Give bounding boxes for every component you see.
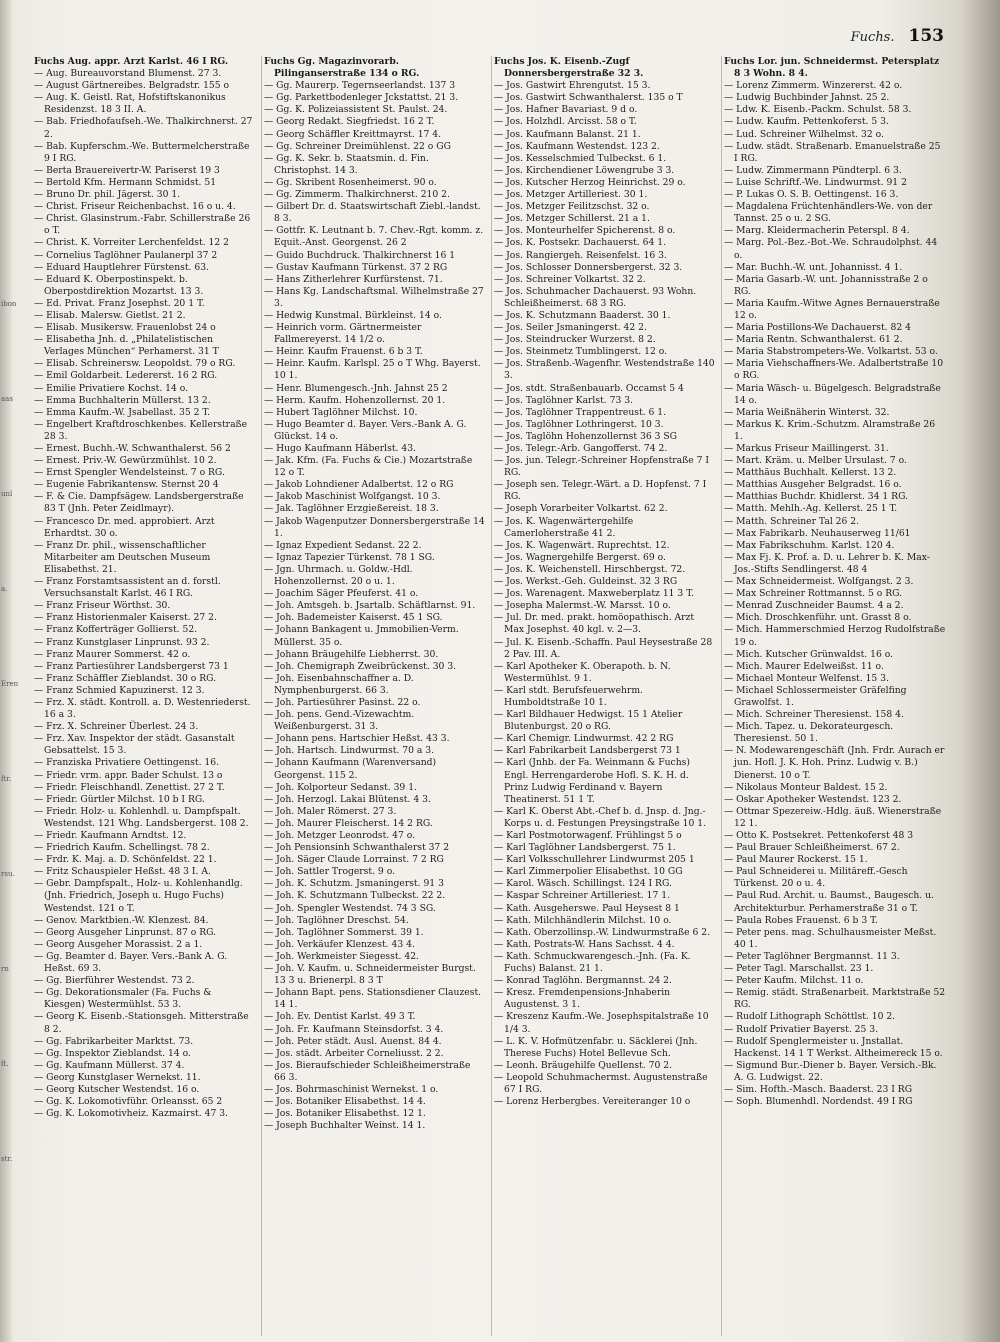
directory-entry: — Jakob Maschinist Wolfgangst. 10 3.: [264, 491, 441, 503]
edge-fragment: Eren: [1, 680, 19, 688]
directory-entry: — Jos. Schuhmacher Dachauerst. 93 Wohn. Schleißheimerst. 68 3 RG.: [494, 285, 697, 309]
directory-entry: — Joh. Verkäufer Klenzest. 43 4.: [264, 938, 415, 950]
directory-entry: — Elisabetha Jnh. d. „Philatelistischen Verlages München“ Perhamerst. 31 T: [34, 334, 219, 358]
directory-entry: — P. Lukas O. S. B. Oettingenst. 16 3.: [724, 189, 899, 201]
directory-entry: — Emma Kaufm.-W. Jsabellast. 35 2 T.: [34, 406, 211, 418]
directory-entry: — Franz Maurer Sommerst. 42 o.: [34, 648, 191, 660]
directory-entry: — Maria Wäsch- u. Bügelgesch. Belgradstraße 14 o.: [724, 382, 941, 406]
directory-entry: — Jos. Schlosser Donnersbergerst. 32 3.: [494, 261, 683, 273]
directory-entry: — Jak. Taglöhner Erzgießereist. 18 3.: [264, 503, 439, 515]
directory-entry: — Michael Monteur Welfenst. 15 3.: [724, 672, 889, 684]
directory-entry: — L. K. V. Hofmützenfabr. u. Säcklerei (Jnh. Therese Fuchs) Hotel Bellevue Sch.: [494, 1035, 698, 1059]
page-header: [851, 26, 944, 46]
directory-entry: — Eduard Hauptlehrer Fürstenst. 63.: [34, 261, 210, 273]
directory-entry: — Jos. Holzhdl. Arcisst. 58 o T.: [494, 116, 637, 128]
directory-entry: — Jos. Monteurhelfer Spicherenst. 8 o.: [494, 225, 676, 237]
directory-entry: — Ignaz Tapezier Türkenst. 78 1 SG.: [264, 551, 435, 563]
directory-entry-lead: Fuchs Lor. jun. Schneidermst. Petersplatz 8 3 Wohn. 8 4.: [724, 56, 940, 80]
directory-entry: — Joh. Sattler Trogerst. 9 o.: [264, 866, 395, 878]
directory-entry: — Gg. K. Lokomotivheiz. Kazmairst. 47 3.: [34, 1108, 228, 1120]
column-2: [262, 56, 492, 1336]
directory-entry: — Georg Kunstglaser Wernekst. 11.: [34, 1071, 201, 1083]
directory-entry: — Gg. Schreiner Dreimühlenst. 22 o GG: [264, 140, 451, 152]
directory-entry: — Elisab. Schreinersw. Leopoldst. 79 o RG.: [34, 358, 236, 370]
directory-entry: — Karl Postmotorwagenf. Frühlingst 5 o: [494, 830, 682, 841]
directory-entry: — Kath. Postrats-W. Hans Sachsst. 4 4.: [494, 938, 675, 950]
directory-entry: — Jos. Taglöhn Hohenzollernst 36 3 SG: [494, 430, 678, 442]
directory-entry: — Matthias Buchdr. Khidlerst. 34 1 RG.: [724, 491, 909, 503]
directory-entry: — Herm. Kaufm. Hohenzollernst. 20 1.: [264, 394, 446, 406]
directory-entry: — Gg. Kaufmann Müllerst. 37 4.: [34, 1059, 185, 1071]
directory-entry: — Christ. Glasinstrum.-Fabr. Schillerstraße 26 o T.: [34, 213, 251, 237]
directory-entry: — Jak. Kfm. (Fa. Fuchs & Cie.) Mozartstraße 12 o T.: [264, 455, 473, 479]
directory-entry: — Joseph Vorarbeiter Volkartst. 62 2.: [494, 503, 668, 515]
directory-entry: — Jos. Steindrucker Wurzerst. 8 2.: [494, 334, 656, 346]
directory-entry: — Jos. Botaniker Elisabethst. 12 1.: [264, 1108, 426, 1120]
directory-entry: — Jos. Metzger Feilitzschst. 32 o.: [494, 201, 650, 213]
directory-entry: — Joseph sen. Telegr.-Wärt. a D. Hopfenst. 7 I RG.: [494, 479, 707, 503]
directory-entry: — Jos. Gastwirt Ehrengutst. 15 3.: [494, 80, 651, 92]
directory-entry: — Lorenz Herbergbes. Vereiteranger 10 o: [494, 1096, 691, 1108]
directory-entry: — Franz Partiesührer Landsbergerst 73 1: [34, 660, 229, 672]
directory-entry: — Joh. Herzogl. Lakai Blütenst. 4 3.: [264, 793, 431, 805]
directory-entry: — Gg. Maurerp. Tegernseerlandst. 137 3: [264, 80, 456, 92]
directory-entry: — Paul Maurer Rockerst. 15 1.: [724, 854, 868, 866]
directory-entry: — Jos. Kirchendiener Löwengrube 3 3.: [494, 164, 675, 176]
directory-entry: — Joh. Maurer Fleischerst. 14 2 RG.: [264, 817, 433, 829]
directory-entry-lead: Fuchs Aug. appr. Arzt Karlst. 46 I RG.: [34, 56, 229, 67]
directory-entry: — Aug. Bureauvorstand Blumenst. 27 3.: [34, 68, 222, 80]
directory-entry: — Karl Fabrikarbeit Landsbergerst 73 1: [494, 745, 681, 757]
edge-fragment: ft.: [1, 1060, 9, 1068]
directory-entry: — Karol. Wäsch. Schillingst. 124 I RG.: [494, 878, 672, 890]
directory-entry: — Hubert Taglöhner Milchst. 10.: [264, 406, 418, 418]
directory-entry: — Franz Schmied Kapuzinerst. 12 3.: [34, 684, 205, 696]
directory-entry: — Friedr. Fleischhandl. Zenettist. 27 2 T.: [34, 781, 225, 793]
directory-entry: — Gg. Fabrikarbeiter Marktst. 73.: [34, 1035, 194, 1047]
directory-entry: — Joh. Partiesührer Pasinst. 22 o.: [264, 696, 421, 708]
directory-entry: — Kath. Milchhändlerin Milchst. 10 o.: [494, 914, 672, 926]
directory-entry: — Heinrich vorm. Gärtnermeister Fallmereyerst. 14 1/2 o.: [264, 322, 422, 346]
directory-entry: — Rudolf Spenglermeister u. Jnstallat. Hackenst. 14 1 T Werkst. Altheimereck 15 o.: [724, 1035, 943, 1059]
directory-entry: — Leonh. Bräugehilfe Quellenst. 70 2.: [494, 1059, 673, 1071]
directory-entry: — Jos. Straßenb.-Wagenfhr. Westendstraße 140 3.: [494, 358, 715, 382]
directory-entry: — Elisab. Musikersw. Frauenlobst 24 o: [34, 322, 216, 334]
directory-entry: — Jos. Kesselschmied Tulbeckst. 6 1.: [494, 152, 667, 164]
directory-entry: — Maria Postillons-We Dachauerst. 82 4: [724, 322, 911, 334]
directory-entry: — Joh. K. Schutzm. Jsmaningerst. 91 3: [264, 878, 444, 890]
directory-entry-lead: Fuchs Gg. Magazinvorarb. Pilinganserstraße 134 o RG.: [264, 56, 420, 80]
directory-entry: — Kaspar Schreiner Artilleriest. 17 1.: [494, 890, 670, 902]
column-4: [722, 56, 952, 1336]
directory-entry: — Josepha Malermst.-W. Marsst. 10 o.: [494, 600, 671, 612]
directory-entry: — Jos. Rangiergeh. Reisenfelst. 16 3.: [494, 249, 667, 261]
directory-entry: — Mich. Schreiner Theresienst. 158 4.: [724, 709, 904, 721]
directory-entry: — Jos. Bieraufschieder Schleißheimerstraße 66 3.: [264, 1059, 471, 1083]
directory-entry: — Jos. K. Schutzmann Baaderst. 30 1.: [494, 309, 671, 321]
running-head: Fuchs.: [850, 30, 895, 45]
directory-entry: — Emil Goldarbeit. Ledererst. 16 2 RG.: [34, 370, 218, 382]
directory-entry: — Joh. Säger Claude Lorrainst. 7 2 RG: [264, 854, 444, 866]
directory-entry: — Kath. Ausgeherswe. Paul Heysest 8 1: [494, 902, 680, 914]
directory-entry: — Gg. Bierführer Westendst. 73 2.: [34, 975, 195, 987]
edge-fragment: rn: [1, 965, 9, 973]
directory-entry: — Georg Redakt. Siegfriedst. 16 2 T.: [264, 116, 435, 128]
directory-entry: — Paul Rud. Archit. u. Baumst., Baugesch. u. Architekturbur. Perhamerstraße 31 o T.: [724, 890, 934, 914]
directory-entry: — Max Schneidermeist. Wolfgangst. 2 3.: [724, 576, 914, 588]
directory-entry: — Berta Brauereivertr-W. Pariserst 19 3: [34, 164, 220, 176]
directory-entry: — Frdr. K. Maj. a. D. Schönfeldst. 22 1.: [34, 854, 217, 866]
directory-entry: — Mar. Buchh.-W. unt. Johannisst. 4 1.: [724, 261, 903, 273]
directory-entry: — Friedrich Kaufm. Schellingst. 78 2.: [34, 842, 210, 854]
directory-entry: — Max Fabrikschuhm. Karlst. 120 4.: [724, 539, 895, 551]
directory-entry: — Jos. stdt. Straßenbauarb. Occamst 5 4: [494, 382, 684, 394]
directory-entry: — Joh Pensionsinh Schwanthalerst 37 2: [264, 842, 450, 854]
directory-entry: — Peter Tagl. Marschallst. 23 1.: [724, 963, 874, 975]
directory-entry: — Karl K. Oberst Abt.-Chef b. d. Jnsp. d. Jng.-Korps u. d. Festungen Preysingstraße 10 1.: [494, 805, 707, 829]
directory-entry: — Joh. Chemigraph Zweibrückenst. 30 3.: [264, 660, 457, 672]
directory-entry: — Jos. städt. Arbeiter Corneliusst. 2 2.: [264, 1047, 444, 1059]
directory-entry: — Georg K. Eisenb.-Stationsgeh. Mitterstraße 8 2.: [34, 1011, 249, 1035]
directory-entry: — Joh. Metzger Leonrodst. 47 o.: [264, 830, 416, 841]
directory-entry: — Matth. Schreiner Tal 26 2.: [724, 515, 860, 527]
edge-fragment: unl: [1, 490, 13, 498]
directory-entry: — Georg Schäffler Kreittmayrst. 17 4.: [264, 128, 442, 140]
directory-entry: — Joh. Kolporteur Sedanst. 39 1.: [264, 781, 417, 793]
directory-entry: — Gilbert Dr. d. Staatswirtschaft Ziebl.-landst. 8 3.: [264, 201, 481, 225]
directory-entry: — Ludw. städt. Straßenarb. Emanuelstraße 25 I RG.: [724, 140, 941, 164]
directory-entry: — Mich. Droschkenführ. unt. Grasst 8 o.: [724, 612, 912, 624]
directory-entry: — Jos. K. Wagenwärtergehilfe Camerloherstraße 41 2.: [494, 515, 634, 539]
directory-entry: — Karl Zimmerpolier Elisabethst. 10 GG: [494, 866, 683, 878]
directory-entry: — Karl (Jnhb. der Fa. Weinmann & Fuchs) Engl. Herrengarderobe Hofl. S. K. H. d. Prinz Ludwig Ferdinand v. Bayern Theatinerst. 51 1 T.: [494, 757, 690, 805]
directory-entry: — Franz Dr. phil., wissenschaftlicher Mitarbeiter am Deutschen Museum Elisabethst. 21.: [34, 539, 211, 575]
directory-entry: — Johann Bankagent u. Jmmobilien-Verm. Müllerst. 35 o.: [264, 624, 459, 648]
directory-entry: — Ignaz Expedient Sedanst. 22 2.: [264, 539, 422, 551]
directory-entry: — Joh. Bademeister Kaiserst. 45 1 SG.: [264, 612, 443, 624]
directory-entry: — Georg Ausgeher Linprunst. 87 o RG.: [34, 926, 217, 938]
directory-entry: — Max Schreiner Rottmannst. 5 o RG.: [724, 588, 903, 600]
directory-entry: — Joh. Spengler Westendst. 74 3 SG.: [264, 902, 436, 914]
directory-entry-lead: Fuchs Jos. K. Eisenb.-Zugf Donnersbergerstraße 32 3.: [494, 56, 644, 80]
directory-entry: — Johann Bräugehilfe Liebherrst. 30.: [264, 648, 439, 660]
directory-entry: — Jos. Kutscher Herzog Heinrichst. 29 o.: [494, 176, 686, 188]
directory-entry: — Ernest. Priv.-W. Gewürzmühlst. 10 2.: [34, 455, 217, 467]
directory-entry: — Maria Gasarb.-W. unt. Johannisstraße 2 o RG.: [724, 273, 928, 297]
directory-entry: — Jos. Werkst.-Geh. Guldeinst. 32 3 RG: [494, 576, 678, 588]
directory-entry: — Paul Schneiderei u. Militäreff.-Gesch Türkenst. 20 o u. 4.: [724, 866, 908, 890]
directory-entry: — Soph. Blumenhdl. Nordendst. 49 I RG: [724, 1096, 913, 1108]
directory-entry: — Karl Chemigr. Lindwurmst. 42 2 RG: [494, 733, 674, 745]
directory-entry: — Markus Friseur Maillingerst. 31.: [724, 443, 889, 454]
directory-entry: — Nikolaus Monteur Baldest. 15 2.: [724, 781, 888, 793]
edge-fragment: rsu.: [1, 870, 15, 878]
column-3: [492, 56, 722, 1336]
directory-entry: — Rudolf Privatier Bayerst. 25 3.: [724, 1023, 879, 1035]
directory-columns: [32, 56, 952, 1336]
directory-entry: — Jos. Taglöhner Karlst. 73 3.: [494, 394, 634, 406]
directory-entry: — August Gärtnereibes. Belgradstr. 155 o: [34, 80, 230, 92]
edge-fragment: a.: [1, 585, 8, 593]
directory-entry: — Ldw. K. Eisenb.-Packm. Schulst. 58 3.: [724, 104, 912, 116]
directory-entry: — Ludwig Buchbinder Jahnst. 25 2.: [724, 92, 890, 104]
directory-entry: — Frz. X. städt. Kontroll. a. D. Westenriederst. 16 a 3.: [34, 696, 251, 721]
directory-entry: — Cornelius Taglöhner Paulanerpl 37 2: [34, 249, 218, 261]
directory-entry: — Friedr. Kaufmann Arndtst. 12.: [34, 830, 187, 841]
directory-entry: — Gg. Skribent Rosenheimerst. 90 o.: [264, 176, 437, 188]
directory-entry: — Kresz. Fremdenpensions-Jnhaberin Augustenst. 3 1.: [494, 987, 671, 1011]
directory-entry: — Jos. Kaufmann Balanst. 21 1.: [494, 128, 641, 140]
directory-entry: — Eduard K. Oberpostinspekt. b. Oberpostdirektion Mozartst. 13 3.: [34, 273, 204, 297]
directory-entry: — Peter Taglöhner Bergmannst. 11 3.: [724, 950, 900, 962]
directory-entry: — Jos. Steinmetz Tumblingerst. 12 o.: [494, 346, 668, 358]
directory-entry: — Gg. Inspektor Zieblandst. 14 o.: [34, 1047, 191, 1059]
directory-entry: — Frz. X. Schreiner Überlest. 24 3.: [34, 721, 199, 733]
directory-entry: — Joh. Maler Römerst. 27 3.: [264, 805, 397, 817]
directory-entry: — Otto K. Postsekret. Pettenkoferst 48 3: [724, 830, 914, 841]
directory-entry: — Michael Schlossermeister Gräfelfing Grawolfst. 1.: [724, 684, 907, 708]
directory-entry: — Gg. K. Lokomotivführ. Orleansst. 65 2: [34, 1096, 223, 1108]
directory-entry: — Joh. V. Kaufm. u. Schneidermeister Burgst. 13 3 u. Brienerpl. 8 3 T: [264, 963, 476, 987]
directory-entry: — Jos. Schreiner Volkartst. 32 2.: [494, 273, 646, 285]
directory-entry: — Jos. Telegr.-Arb. Gangofferst. 74 2.: [494, 443, 668, 454]
directory-entry: — Maria Rentn. Schwanthalerst. 61 2.: [724, 334, 903, 346]
directory-entry: — Ludw. Kaufm. Pettenkoferst. 5 3.: [724, 116, 889, 128]
directory-entry: — Jul. Dr. med. prakt. homöopathisch. Arzt Max Josephst. 40 kgl. v. 2—3.: [494, 612, 695, 636]
directory-entry: — Jos. Wagnergehilfe Bergerst. 69 o.: [494, 551, 666, 563]
directory-entry: — Karl Apotheker K. Oberapoth. b. N. Westermühlst. 9 1.: [494, 660, 671, 684]
edge-fragment: ftr.: [1, 775, 12, 783]
directory-entry: — Kreszenz Kaufm.-We. Josephspitalstraße 10 1/4 3.: [494, 1011, 709, 1035]
directory-entry: — Gustav Kaufmann Türkenst. 37 2 RG: [264, 261, 448, 273]
directory-entry: — Rudolf Lithograph Schöttlst. 10 2.: [724, 1011, 896, 1023]
directory-entry: — Jos. Metzger Artilleriest. 30 1.: [494, 189, 648, 201]
directory-entry: — Genov. Marktbien.-W. Klenzest. 84.: [34, 914, 209, 926]
directory-entry: — Jos. Seiler Jsmaningerst. 42 2.: [494, 322, 647, 334]
directory-entry: — Matth. Mehlh.-Ag. Kellerst. 25 1 T.: [724, 503, 898, 515]
directory-entry: — Bertold Kfm. Hermann Schmidst. 51: [34, 176, 217, 188]
directory-entry: — Emilie Privatiere Kochst. 14 o.: [34, 382, 189, 394]
directory-entry: — Lorenz Zimmerm. Winzererst. 42 o.: [724, 80, 903, 92]
edge-fragment: ibon: [1, 300, 17, 308]
directory-entry: — Remig. städt. Straßenarbeit. Marktstraße 52 RG.: [724, 987, 946, 1011]
directory-entry: — Joachim Säger Pfeuferst. 41 o.: [264, 588, 419, 600]
directory-entry: — Johann Bapt. pens. Stationsdiener Clauzest. 14 1.: [264, 987, 482, 1011]
directory-entry: — Leopold Schuhmachermst. Augustenstraße 67 I RG.: [494, 1071, 708, 1095]
directory-entry: — Ottmar Spezereiw.-Hdlg. äuß. Wienerstraße 12 1.: [724, 805, 942, 829]
binding-gutter: [0, 0, 19, 1342]
directory-entry: — Franz Forstamtsassistent an d. forstl. Versuchsanstalt Karlst. 46 I RG.: [34, 576, 221, 600]
directory-entry: — Emma Buchhalterin Müllerst. 13 2.: [34, 394, 211, 406]
directory-entry: — Fritz Schauspieler Heßst. 48 3 I. A.: [34, 866, 211, 878]
directory-entry: — Guido Buchdruck. Thalkirchnerst 16 1: [264, 249, 456, 261]
directory-entry: — Oskar Apotheker Westendst. 123 2.: [724, 793, 902, 805]
directory-entry: — Georg Kutscher Westendst. 16 o.: [34, 1083, 200, 1095]
directory-entry: — Franz Friseur Wörthst. 30.: [34, 600, 171, 612]
directory-entry: — Matthäus Buchhalt. Kellerst. 13 2.: [724, 467, 897, 479]
directory-entry: — Friedr. vrm. appr. Bader Schulst. 13 o: [34, 769, 223, 781]
directory-entry: — Friedr. Holz- u. Kohlenhdl. u. Dampfspalt. Westendst. 121 Whg. Landsbergerst. 108 2.: [34, 805, 249, 829]
directory-entry: — Mart. Kräm. u. Melber Ursulast. 7 o.: [724, 455, 907, 467]
directory-entry: — Joh. Amtsgeh. b. Jsartalb. Schäftlarnst. 91.: [264, 600, 476, 612]
directory-entry: — Konrad Taglöhn. Bergmannst. 24 2.: [494, 975, 672, 987]
directory-entry: — Christ. Friseur Reichenbachst. 16 o u. 4.: [34, 201, 236, 213]
directory-entry: — Joh. Fr. Kaufmann Steinsdorfst. 3 4.: [264, 1023, 444, 1035]
directory-entry: — Peter Kaufm. Milchst. 11 o.: [724, 975, 864, 987]
directory-entry: — Bab. Friedhofaufseh.-We. Thalkirchnerst. 27 2.: [34, 116, 253, 140]
directory-entry: — Mich. Kutscher Grünwaldst. 16 o.: [724, 648, 894, 660]
directory-entry: — Jos. Hafner Bavariast. 9 d o.: [494, 104, 638, 116]
directory-entry: — Kath. Oberzollinsp.-W. Lindwurmstraße 6 2.: [494, 926, 711, 938]
edge-fragment: aas: [1, 395, 13, 403]
directory-entry: — Jos. K. Wagenwärt. Ruprechtst. 12.: [494, 539, 670, 551]
directory-entry: — Kath. Schmuckwarengesch.-Jnh. (Fa. K. Fuchs) Balanst. 21 1.: [494, 950, 691, 975]
directory-entry: — Jakob Lohndiener Adalbertst. 12 o RG: [264, 479, 454, 491]
directory-entry: — F. & Cie. Dampfsägew. Landsbergerstraße 83 T (Jnh. Peter Zeidlmayr).: [34, 491, 244, 515]
directory-entry: — Peter pens. mag. Schulhausmeister Meßst. 40 1.: [724, 926, 937, 950]
directory-entry: — Engelbert Kraftdroschkenbes. Kellerstraße 28 3.: [34, 418, 248, 442]
directory-entry: — Joseph Buchhalter Weinst. 14 1.: [264, 1120, 426, 1132]
directory-entry: — Jos. Taglöhner Trappentreust. 6 1.: [494, 406, 667, 418]
directory-entry: — Hugo Kaufmann Häberlst. 43.: [264, 443, 416, 454]
directory-entry: — Ludw. Zimmermann Pündterpl. 6 3.: [724, 164, 902, 176]
directory-entry: — Gottfr. K. Leutnant b. 7. Chev.-Rgt. komm. z. Equit.-Anst. Georgenst. 26 2: [264, 225, 484, 249]
edge-fragment: str.: [1, 1155, 13, 1163]
directory-entry: — Sigmund Bur.-Diener b. Bayer. Versich.-Bk. A. G. Ludwigst. 22.: [724, 1059, 937, 1083]
directory-entry: — Joh. Eisenbahnschaffner a. D. Nymphenburgerst. 66 3.: [264, 672, 414, 696]
directory-entry: — Jul. K. Eisenb.-Schaffn. Paul Heysestraße 28 2 Pav. III. A.: [494, 636, 713, 660]
directory-entry: — Jos. Gastwirt Schwanthalerst. 135 o T: [494, 92, 683, 104]
directory-entry: — Gg. Dekorationsmaler (Fa. Fuchs & Kiesgen) Westermühlst. 53 3.: [34, 987, 212, 1011]
directory-entry: — Sim. Hofth.-Masch. Baaderst. 23 I RG: [724, 1083, 913, 1095]
directory-entry: — Gebr. Dampfspalt., Holz- u. Kohlenhandlg. (Jnh. Friedrich, Joseph u. Hugo Fuchs) Westendst. 121 o T.: [34, 878, 243, 914]
directory-entry: — Eugenie Fabrikantensw. Sternst 20 4: [34, 479, 219, 491]
directory-entry: — Bab. Kupferschm.-We. Buttermelcherstraße 9 I RG.: [34, 140, 250, 164]
directory-entry: — Jos. Botaniker Elisabethst. 14 4.: [264, 1096, 426, 1108]
directory-entry: — Frz. Xav. Inspektor der städt. Gasanstalt Gebsattelst. 15 3.: [34, 733, 235, 757]
directory-entry: — Paul Brauer Schleißheimerst. 67 2.: [724, 842, 900, 854]
directory-entry: — Francesco Dr. med. approbiert. Arzt Erhardtst. 30 o.: [34, 515, 215, 539]
directory-entry: — Maria Stabstrompeters-We. Volkartst. 53 o.: [724, 346, 938, 358]
directory-entry: — Jos. K. Weichenstell. Hirschbergst. 72.: [494, 563, 686, 575]
directory-entry: — Johann Kaufmann (Warenversand) Georgenst. 115 2.: [264, 757, 437, 781]
directory-entry: — Gg. Zimmerm. Thalkirchnerst. 210 2.: [264, 189, 450, 201]
directory-entry: — Jgn. Uhrmach. u. Goldw.-Hdl. Hohenzollernst. 20 o u. 1.: [264, 563, 413, 588]
directory-entry: — Franz Historienmaler Kaiserst. 27 2.: [34, 612, 217, 624]
directory-entry: — Joh. K. Schutzmann Tulbeckst. 22 2.: [264, 890, 446, 902]
directory-entry: — Jos. Taglöhner Lothringerst. 10 3.: [494, 418, 664, 430]
directory-entry: — Henr. Blumengesch.-Jnh. Jahnst 25 2: [264, 382, 448, 394]
directory-entry: — Jakob Wagenputzer Donnersbergerstraße 14 1.: [264, 515, 485, 539]
directory-entry: — Johann pens. Hartschier Heßst. 43 3.: [264, 733, 450, 745]
directory-entry: — Mich. Tapez. u. Dekorateurgesch. Theresienst. 50 1.: [724, 721, 894, 745]
directory-entry: — Mich. Hammerschmied Herzog Rudolfstraße 19 o.: [724, 624, 946, 648]
directory-entry: — Joh. Taglöhner Sommerst. 39 1.: [264, 926, 424, 938]
page-number: 153: [908, 26, 944, 46]
directory-entry: — Friedr. Gürtler Milchst. 10 b I RG.: [34, 793, 205, 805]
directory-entry: — Joh. Peter städt. Ausl. Auenst. 84 4.: [264, 1035, 442, 1047]
directory-entry: — Jos. K. Postsekr. Dachauerst. 64 1.: [494, 237, 667, 249]
directory-entry: — Luise Schriftf.-We. Lindwurmst. 91 2: [724, 176, 907, 188]
directory-entry: — Max Fj. K. Prof. a. D. u. Lehrer b. K. Max-Jos.-Stifts Sendlingerst. 48 4: [724, 551, 930, 575]
directory-entry: — Ed. Privat. Franz Josephst. 20 1 T.: [34, 297, 205, 309]
directory-entry: — Maria Weißnäherin Winterst. 32.: [724, 406, 890, 418]
directory-entry: — Karl stdt. Berufsfeuerwehrm. Humboldtstraße 10 1.: [494, 684, 643, 708]
directory-entry: — Jos. Bohrmaschinist Wernekst. 1 o.: [264, 1083, 439, 1095]
directory-entry: — Franz Schäffler Zieblandst. 30 o RG.: [34, 672, 217, 684]
directory-entry: — Georg Ausgeher Morassist. 2 a 1.: [34, 938, 203, 950]
directory-entry: — Maria Viehschaffners-We. Adalbertstraße 10 o RG.: [724, 358, 944, 382]
directory-entry: — Maria Kaufm.-Witwe Agnes Bernauerstraße 12 o.: [724, 297, 940, 321]
directory-entry: — Hans Zitherlehrer Kurfürstenst. 71.: [264, 273, 443, 285]
directory-entry: — Aug. K. Geistl. Rat, Hofstiftskanonikus Residenzst. 18 3 II. A.: [34, 92, 226, 116]
directory-entry: — Mich. Maurer Edelweißst. 11 o.: [724, 660, 884, 672]
directory-entry: — Markus K. Krim.-Schutzm. Alramstraße 26 1.: [724, 418, 936, 442]
directory-entry: — Gg. K. Sekr. b. Staatsmin. d. Fin. Christophst. 14 3.: [264, 152, 429, 176]
directory-entry: — Karl Bildhauer Hedwigst. 15 1 Atelier Blutenburgst. 20 o RG.: [494, 709, 683, 733]
directory-entry: — Gg. Beamter d. Bayer. Vers.-Bank A. G. Heßst. 69 3.: [34, 950, 228, 975]
directory-entry: — Franz Kunstglaser Linprunst. 93 2.: [34, 636, 210, 648]
directory-entry: — Menrad Zuschneider Baumst. 4 a 2.: [724, 600, 904, 612]
directory-entry: — Karl Taglöhner Landsbergerst. 75 1.: [494, 842, 676, 854]
directory-entry: — Joh. Hartsch. Lindwurmst. 70 a 3.: [264, 745, 435, 757]
directory-entry: — Joh. Taglöhner Dreschst. 54.: [264, 914, 409, 926]
directory-entry: — Jos. Metzger Schillerst. 21 a 1.: [494, 213, 650, 225]
directory-entry: — Franz Kofferträger Gollierst. 52.: [34, 624, 198, 636]
column-1: [32, 56, 262, 1336]
directory-entry: — N. Modewarengeschäft (Jnh. Frdr. Aurach er jun. Hofl. J. K. Hoh. Prinz. Ludwig v. B.) Dienerst. 10 o T.: [724, 745, 945, 781]
directory-entry: — Hugo Beamter d. Bayer. Vers.-Bank A. G. Glückst. 14 o.: [264, 418, 467, 442]
directory-entry: — Ernst Spengler Wendelsteinst. 7 o RG.: [34, 467, 225, 479]
directory-entry: — Matthias Ausgeher Belgradst. 16 o.: [724, 479, 902, 491]
directory-entry: — Lud. Schreiner Wilhelmst. 32 o.: [724, 128, 884, 140]
directory-entry: — Jos. jun. Telegr.-Schreiner Hopfenstraße 7 I RG.: [494, 455, 710, 479]
directory-entry: — Heinr. Kaufm Frauenst. 6 b 3 T.: [264, 346, 423, 358]
directory-entry: — Magdalena Früchtenhändlers-We. von der Tannst. 25 o u. 2 SG.: [724, 201, 933, 225]
directory-entry: — Christ. K. Vorreiter Lerchenfeldst. 12 2: [34, 237, 229, 249]
directory-entry: — Heinr. Kaufm. Karlspl. 25 o T Whg. Bayerst. 10 1.: [264, 358, 481, 382]
directory-entry: — Joh. Ev. Dentist Karlst. 49 3 T.: [264, 1011, 416, 1023]
directory-entry: — Marg. Pol.-Bez.-Bot.-We. Schraudolphst. 44 o.: [724, 237, 938, 261]
directory-entry: — Hedwig Kunstmal. Bürkleinst. 14 o.: [264, 309, 442, 321]
directory-entry: — Franziska Privatiere Oettingenst. 16.: [34, 757, 220, 769]
directory-entry: — Gg. Parkettbodenleger Jckstattst. 21 3.: [264, 92, 459, 104]
directory-entry: — Karl Volksschullehrer Lindwurmst 205 1: [494, 854, 695, 866]
directory-entry: — Max Fabrikarb. Neuhauserweg 11/61: [724, 527, 911, 539]
directory-entry: — Elisab. Malersw. Gietlst. 21 2.: [34, 309, 186, 321]
directory-entry: — Ernest. Buchh.-W. Schwanthalerst. 56 2: [34, 443, 231, 454]
directory-entry: — Paula Robes Frauenst. 6 b 3 T.: [724, 914, 878, 926]
directory-entry: — Joh. pens. Gend.-Vizewachtm. Weißenburgerst. 31 3.: [264, 709, 415, 733]
directory-entry: — Hans Kg. Landschaftsmal. Wilhelmstraße 27 3.: [264, 285, 484, 309]
directory-entry: — Bruno Dr. phil. Jägerst. 30 1.: [34, 189, 181, 201]
directory-entry: — Marg. Kleidermacherin Peterspl. 8 4.: [724, 225, 910, 237]
directory-entry: — Jos. Kaufmann Westendst. 123 2.: [494, 140, 660, 152]
directory-entry: — Joh. Werkmeister Siegesst. 42.: [264, 950, 419, 962]
directory-entry: — Gg. K. Polizeiassistent St. Paulst. 24.: [264, 104, 448, 116]
directory-entry: — Jos. Warenagent. Maxweberplatz 11 3 T.: [494, 588, 694, 600]
